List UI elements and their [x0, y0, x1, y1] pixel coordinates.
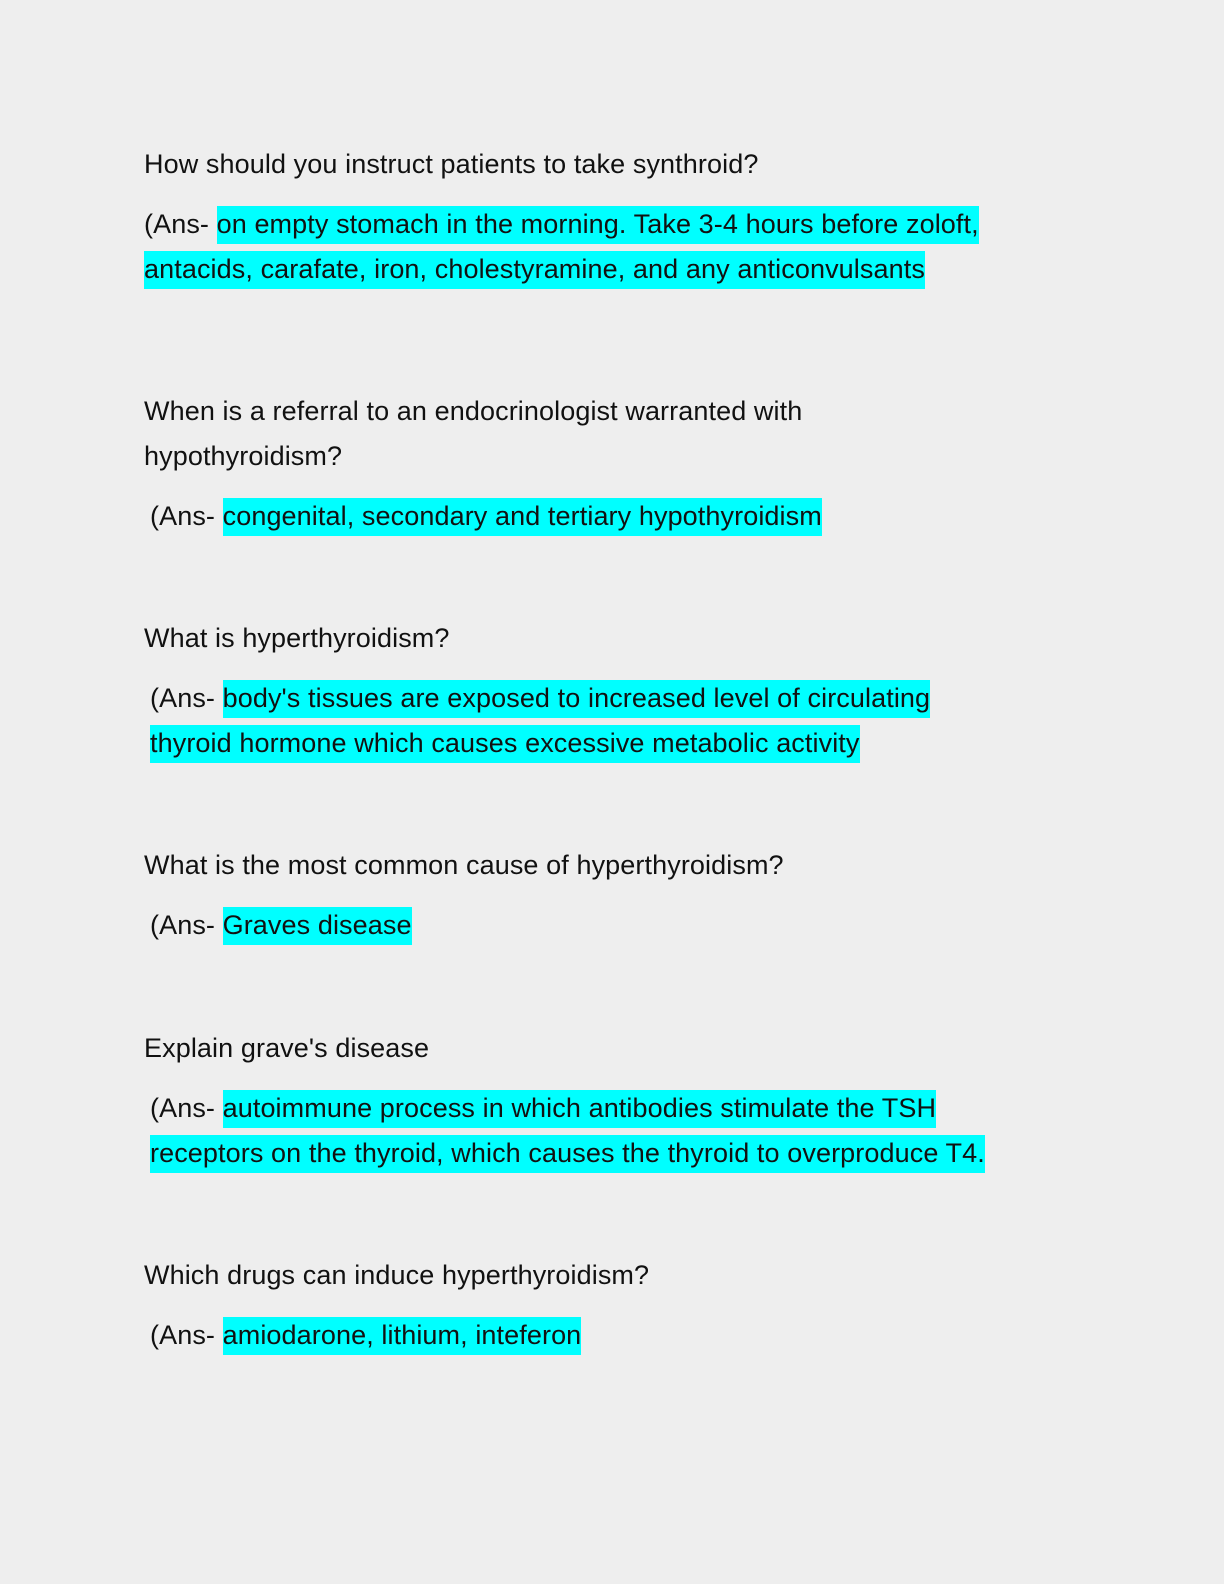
answer-prefix: (Ans-: [150, 910, 223, 940]
answer-highlight: on empty stomach in the morning. Take 3-4 hours before zoloft, antacids, carafate, iron, cholestyramine, and any anticonvulsants: [144, 206, 979, 289]
answer-line: [144, 676, 1000, 766]
answer-line: [144, 903, 1064, 948]
answer-highlight: amiodarone, lithium, inteferon: [223, 1317, 582, 1355]
answer-highlight: congenital, secondary and tertiary hypothyroidism: [223, 498, 822, 536]
answer-line: [144, 1313, 1064, 1358]
answer-prefix: (Ans-: [150, 1320, 223, 1350]
answer-prefix: (Ans-: [144, 209, 217, 239]
qa-item-5: [144, 1026, 1064, 1176]
answer-prefix: (Ans-: [150, 501, 223, 531]
question-text: Which drugs can induce hyperthyroidism?: [144, 1260, 650, 1290]
answer-highlight: body's tissues are exposed to increased level of circulating thyroid hormone which causes excessive metabolic activity: [150, 680, 930, 763]
qa-item-3: [144, 616, 1064, 766]
answer-prefix: (Ans-: [150, 683, 223, 713]
qa-item-4: [144, 843, 1064, 948]
answer-prefix: (Ans-: [150, 1093, 223, 1123]
question-text: When is a referral to an endocrinologist warranted with hypothyroidism?: [144, 396, 803, 471]
question-text: Explain grave's disease: [144, 1033, 430, 1063]
answer-highlight: Graves disease: [223, 907, 412, 945]
question-text: How should you instruct patients to take synthroid?: [144, 149, 759, 179]
answer-line: [144, 494, 1064, 539]
answer-line: [144, 1086, 1055, 1176]
qa-list: [144, 140, 1064, 1358]
answer-line: [144, 202, 1064, 292]
answer-highlight: autoimmune process in which antibodies stimulate the TSH receptors on the thyroid, which causes the thyroid to overproduce T4.: [150, 1090, 985, 1173]
question-text: What is hyperthyroidism?: [144, 623, 450, 653]
question-text: What is the most common cause of hyperthyroidism?: [144, 850, 784, 880]
qa-item-6: [144, 1253, 1064, 1358]
qa-item-1: [144, 142, 1064, 292]
qa-item-2: [144, 389, 1064, 539]
